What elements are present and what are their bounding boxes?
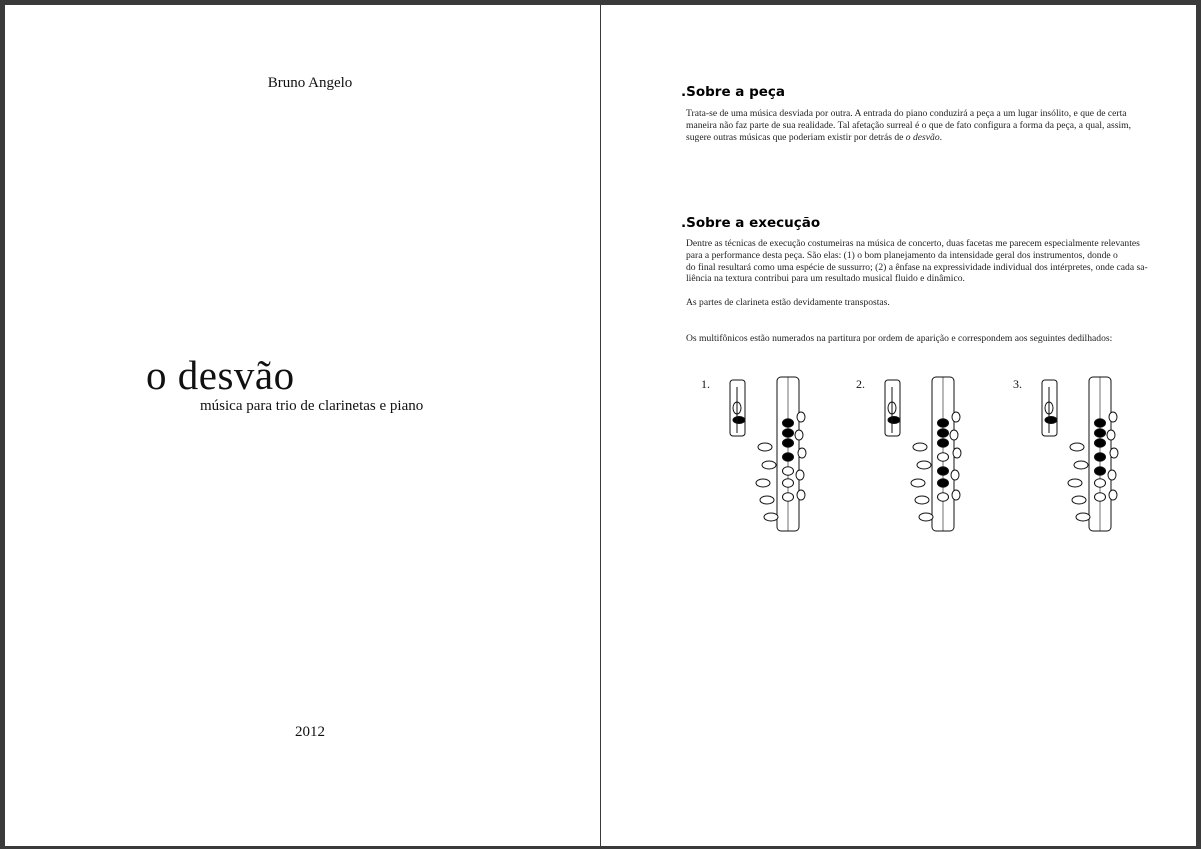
tone-hole [1095,429,1106,437]
tone-hole [938,453,949,461]
tone-hole [1095,439,1106,447]
side-key [764,513,778,521]
side-key [1109,412,1117,422]
section-heading-execucao: .Sobre a execução [681,215,821,231]
paragraph-line: maneira não faz parte de sua realidade. Tal afetação surreal é o que de fato configura a forma da peça, a qual, assim, [686,119,1132,131]
side-key [758,443,772,451]
author-name: Bruno Angelo [267,75,353,91]
side-key [950,430,958,440]
tone-hole [783,419,794,427]
side-key [760,496,774,504]
tone-hole [1095,453,1106,461]
side-key [919,513,933,521]
fingering-number: 1. [701,377,710,391]
fingering-number: 2. [856,377,865,391]
tone-hole [1095,493,1106,501]
side-key [796,470,804,480]
paragraph-execucao [686,238,1166,285]
clarinet-fingering-diagram [882,375,962,535]
fingering-number: 3. [1013,377,1022,391]
side-key [952,412,960,422]
paragraph-peca [686,108,1166,143]
paragraph-line: Dentre as técnicas de execução costumeiras na música de concerto, duas facetas me parecem especialmente relevantes [686,238,1140,249]
tone-hole [1095,479,1106,487]
multiphonics-intro: Os multifônicos estão numerados na partitura por ordem de aparição e correspondem aos seguintes dedilhados: [686,333,1113,344]
thumb-hole [733,417,745,424]
thumb-hole [1045,417,1057,424]
side-key [1068,479,1082,487]
tone-hole [1095,467,1106,475]
side-key [1072,496,1086,504]
notes-page [601,5,1196,846]
side-key [762,461,776,469]
side-key [798,448,806,458]
section-heading-peca: .Sobre a peça [681,84,786,100]
tone-hole [783,439,794,447]
piece-subtitle: música para trio de clarinetas e piano [200,398,424,414]
side-key [1108,470,1116,480]
side-key [911,479,925,487]
transposition-note: As partes de clarineta estão devidamente transpostas. [686,297,890,308]
piece-title: o desvão [146,352,295,398]
side-key [756,479,770,487]
paragraph-end: . [939,131,943,143]
side-key [1107,430,1115,440]
tone-hole [783,429,794,437]
tone-hole [783,453,794,461]
cover-page [5,5,600,846]
tone-hole [938,493,949,501]
tone-hole [783,479,794,487]
side-key [1109,490,1117,500]
tone-hole [783,467,794,475]
side-key [952,490,960,500]
tone-hole [783,493,794,501]
side-key [953,448,961,458]
side-key [795,430,803,440]
side-key [913,443,927,451]
year: 2012 [295,724,325,740]
side-key [951,470,959,480]
tone-hole [938,439,949,447]
side-key [797,490,805,500]
paragraph-line [686,132,1166,144]
side-key [1070,443,1084,451]
tone-hole [1095,419,1106,427]
paragraph-line: liência na textura contribui para um resultado musical fluido e dinâmico. [686,273,965,285]
thumb-hole [888,417,900,424]
side-key [797,412,805,422]
side-key [1074,461,1088,469]
paragraph-line: do final resultará como uma espécie de sussurro; (2) a ênfase na expressividade individual dos intérpretes, onde cada sa- [686,261,1148,273]
clarinet-fingering-diagram [727,375,807,535]
piece-title-italic: o desvão [905,131,940,143]
clarinet-fingering-diagram [1039,375,1119,535]
side-key [915,496,929,504]
paragraph-line: para a performance desta peça. São elas: (1) o bom planejamento da intensidade geral dos instrumentos, donde o [686,249,1118,261]
paragraph-line: Trata-se de uma música desviada por outra. A entrada do piano conduzirá a peça a um lugar insólito, e que de certa [686,108,1127,119]
tone-hole [938,467,949,475]
tone-hole [938,479,949,487]
side-key [1076,513,1090,521]
tone-hole [938,419,949,427]
paragraph-line-text: sugere outras músicas que poderiam existir por detrás de [686,131,906,143]
side-key [1110,448,1118,458]
side-key [917,461,931,469]
tone-hole [938,429,949,437]
